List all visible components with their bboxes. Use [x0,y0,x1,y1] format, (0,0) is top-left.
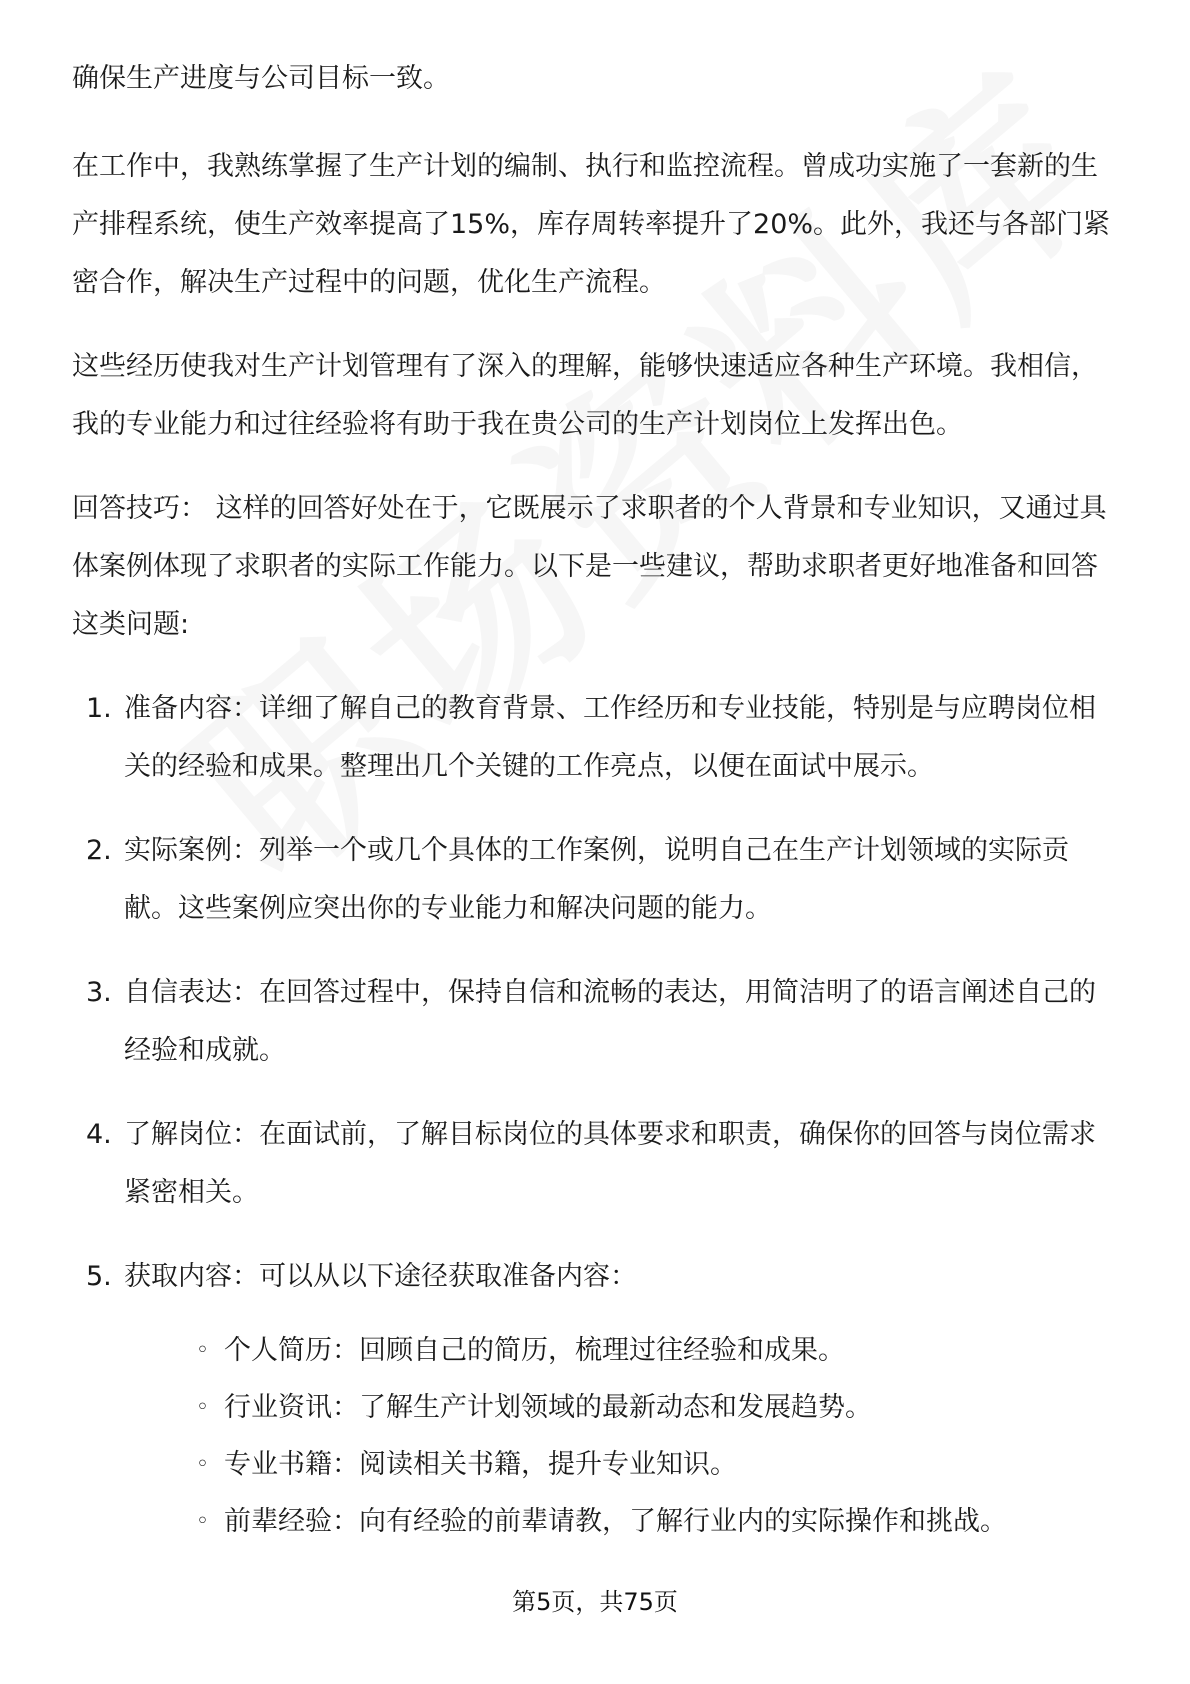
paragraph: 这些经历使我对生产计划管理有了深入的理解，能够快速适应各种生产环境。我相信，我的专业能力和过往经验将有助于我在贵公司的生产计划岗位上发挥出色。 [72,351,1098,440]
document-body [72,50,1122,1576]
list-number: 4. [86,1119,112,1150]
list-item [72,1248,1122,1550]
list-item [72,964,1122,1080]
paragraph: 确保生产进度与公司目标一致。 [72,63,450,94]
sub-list-item [196,1493,1122,1550]
page-footer: 第5页，共75页 [512,1588,678,1616]
list-item-text: 了解岗位：在面试前，了解目标岗位的具体要求和职责，确保你的回答与岗位需求紧密相关。 [124,1119,1096,1208]
sub-list-item [196,1322,1122,1379]
tips-list [72,680,1122,1550]
list-number: 1. [86,693,112,724]
sub-list-item [196,1436,1122,1493]
list-number: 3. [86,977,112,1008]
list-item-text: 自信表达：在回答过程中，保持自信和流畅的表达，用简洁明了的语言阐述自己的经验和成就。 [124,977,1096,1066]
answer-tips-paragraph: 回答技巧： 这样的回答好处在于，它既展示了求职者的个人背景和专业知识，又通过具体案例体现了求职者的实际工作能力。以下是一些建议，帮助求职者更好地准备和回答这类问题: [72,493,1107,640]
list-item-text: 实际案例：列举一个或几个具体的工作案例，说明自己在生产计划领域的实际贡献。这些案例应突出你的专业能力和解决问题的能力。 [124,835,1069,924]
bullet-icon: ◦ [196,1452,209,1477]
sub-list-item [196,1379,1122,1436]
list-number: 2. [86,835,112,866]
list-item [72,822,1122,938]
list-item [72,680,1122,796]
sub-list-item-text: 前辈经验：向有经验的前辈请教，了解行业内的实际操作和挑战。 [224,1506,1007,1537]
bullet-icon: ◦ [196,1338,209,1363]
bullet-icon: ◦ [196,1509,209,1534]
sub-list-item-text: 专业书籍：阅读相关书籍，提升专业知识。 [224,1449,737,1480]
sub-list-item-text: 个人简历：回顾自己的简历，梳理过往经验和成果。 [224,1335,845,1366]
sub-list-item-text: 行业资讯：了解生产计划领域的最新动态和发展趋势。 [224,1392,872,1423]
list-item-text: 获取内容：可以从以下途径获取准备内容： [124,1261,637,1292]
list-number: 5. [86,1261,112,1292]
bullet-icon: ◦ [196,1395,209,1420]
paragraph: 在工作中，我熟练掌握了生产计划的编制、执行和监控流程。曾成功实施了一套新的生产排程系统，使生产效率提高了15%，库存周转率提升了20%。此外，我还与各部门紧密合作，解决生产过程中的问题，优化生产流程。 [72,151,1111,298]
list-item-text: 准备内容：详细了解自己的教育背景、工作经历和专业技能，特别是与应聘岗位相关的经验和成果。整理出几个关键的工作亮点，以便在面试中展示。 [124,693,1096,782]
list-item [72,1106,1122,1222]
sub-list [124,1322,1122,1550]
